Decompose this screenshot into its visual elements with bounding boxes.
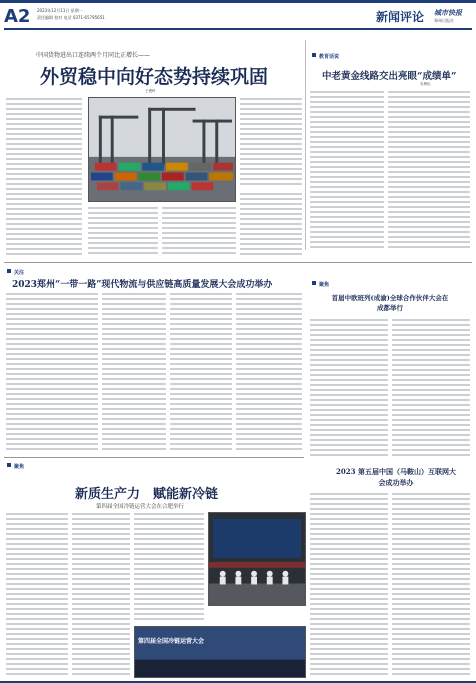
lead-body-col-3 (240, 97, 302, 187)
lead-photo-caption (88, 206, 158, 256)
focus-body-col-2 (72, 512, 130, 678)
editor-line: 责任编辑 校对 电话 0371-65795651 (37, 15, 105, 20)
education-body-col-1 (310, 90, 384, 250)
logistics-tag: 关注 (6, 268, 27, 276)
section-rule (4, 262, 472, 263)
education-headline: 中老黄金线路交出亮眼“成绩单” (322, 71, 457, 82)
education-tag: 教育话说 (311, 52, 342, 60)
lead-body-col-3b (240, 192, 302, 256)
focus-headline: 新质生产力 赋能新冷链 (75, 487, 219, 502)
logistics-body-col-3 (170, 292, 232, 452)
forum-body-col-2 (392, 492, 470, 678)
logistics-body-col-4 (236, 292, 302, 452)
focus-body-col-1 (6, 512, 68, 678)
edition-line: 郑州日报社 (434, 18, 454, 23)
section-rule-2 (4, 457, 304, 458)
forum-body-col-1 (310, 492, 388, 678)
lead-body-col-1 (6, 97, 82, 257)
page-number: A2 (4, 6, 31, 27)
focus-body-col-3 (134, 512, 204, 622)
lead-body-col-2 (162, 206, 236, 256)
cbec-headline: 首届中欧班列(成渝)全球合作伙伴大会在成都举行 (331, 294, 449, 312)
education-body-col-2 (388, 90, 470, 250)
logistics-headline: 2023郑州“一带一路”现代物流与供应链高质量发展大会成功举办 (12, 280, 273, 290)
masthead (4, 4, 472, 30)
logistics-body-col-2 (102, 292, 166, 452)
event-banner-photo (134, 626, 306, 678)
column-divider (305, 40, 306, 250)
forum-headline: 2023 第五届中国（马鞍山）互联网大会成功举办 (336, 467, 456, 487)
education-byline: 吴博伦 (420, 82, 431, 86)
cbec-tag: 聚焦 (311, 280, 332, 288)
lead-headline: 外贸稳中向好态势持续巩固 (40, 66, 269, 88)
stage-panel-photo (208, 512, 306, 606)
focus-tag: 聚焦 (6, 462, 27, 470)
port-cranes-photo (88, 97, 236, 202)
cbec-body-col-2 (392, 318, 470, 458)
cbec-body-col-1 (310, 318, 388, 458)
issue-date: 2023年12月11日 星期一 (37, 8, 83, 13)
focus-subhead: 第四届全国冷链运营大会在合肥举行 (96, 504, 185, 510)
logistics-body-col-1 (6, 292, 98, 452)
section-name: 新闻评论 (376, 10, 425, 24)
lead-kicker: 中国货物进出口连续两个月同比正增长—— (36, 52, 151, 59)
lead-byline: 王俊岭 (145, 89, 156, 93)
paper-name: 城市快报 (434, 8, 462, 17)
event-banner-text: 第四届全国冷链运营大会 (138, 638, 205, 645)
top-band (0, 0, 476, 3)
